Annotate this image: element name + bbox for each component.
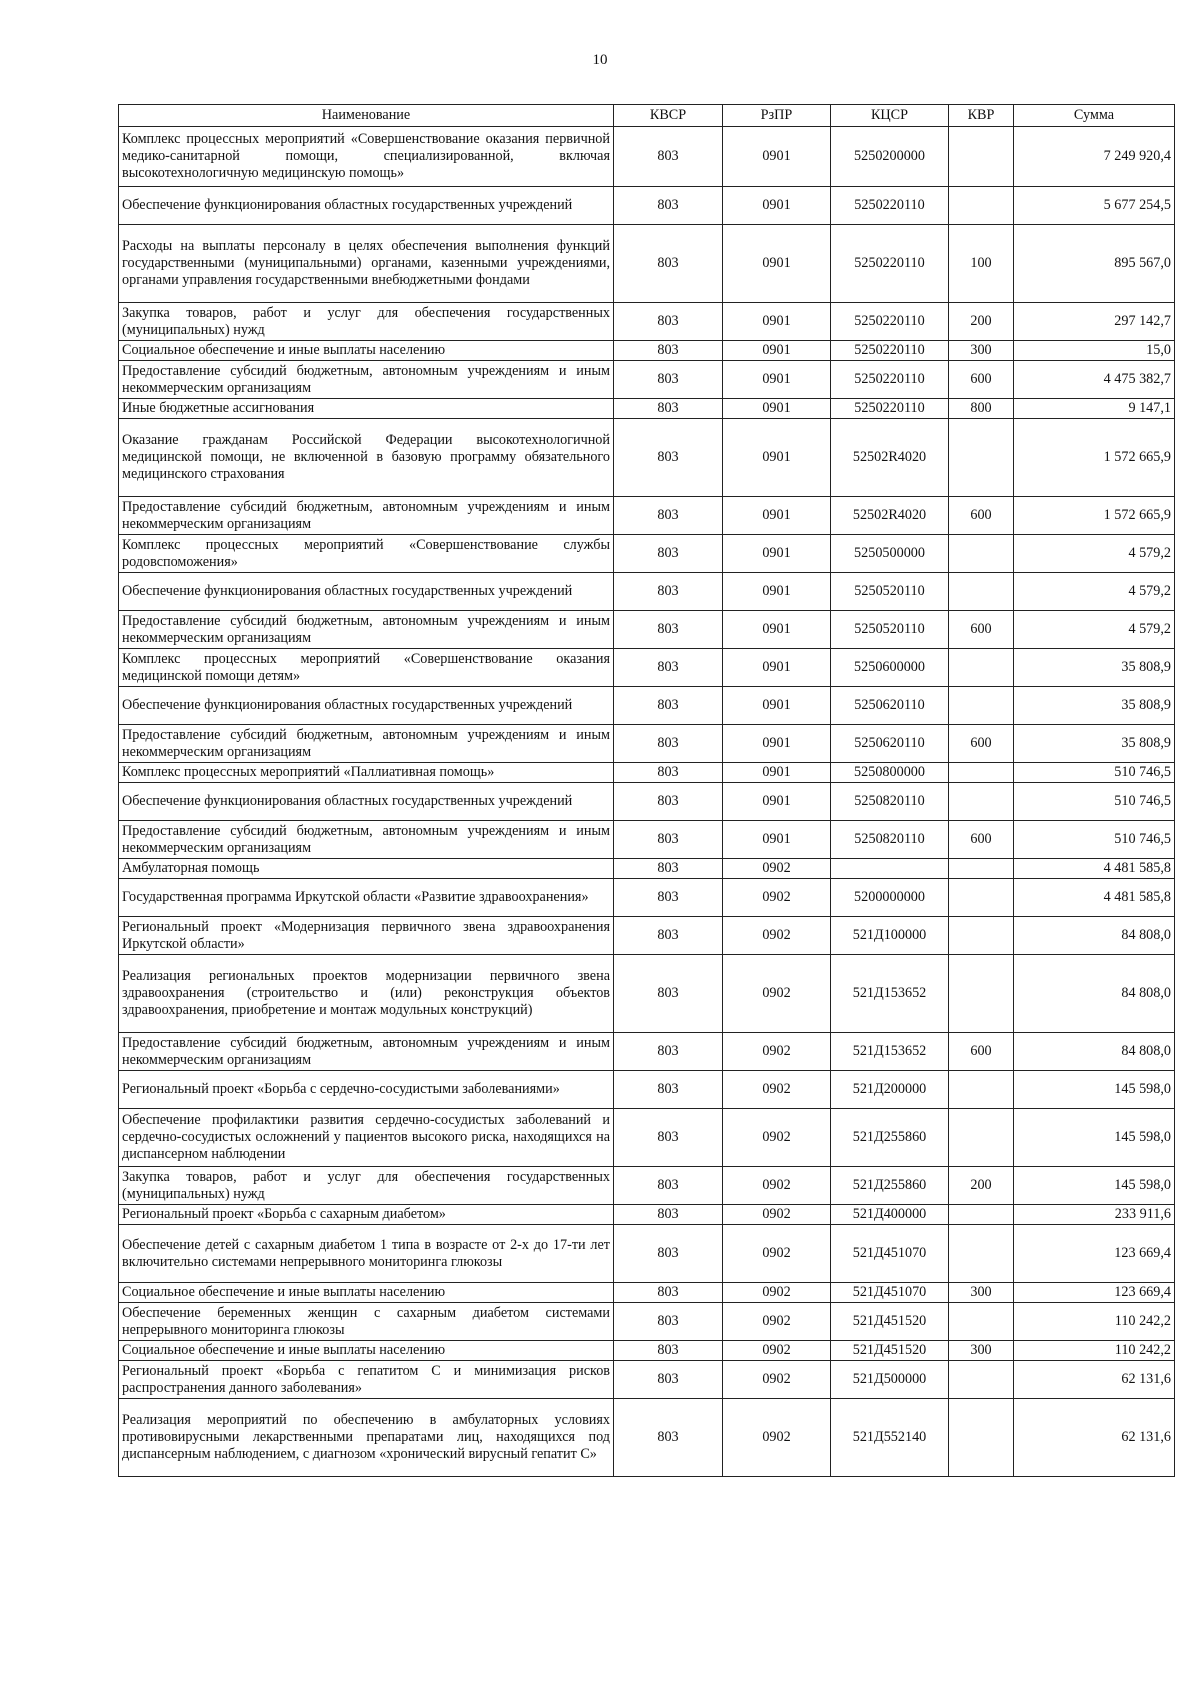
cell-rzpr: 0902 <box>723 1205 831 1225</box>
cell-rzpr: 0902 <box>723 917 831 955</box>
cell-sum: 145 598,0 <box>1014 1109 1175 1167</box>
cell-name: Государственная программа Иркутской области «Развитие здравоохранения» <box>119 879 614 917</box>
cell-kvr <box>949 1399 1014 1477</box>
cell-kcsr: 5200000000 <box>831 879 949 917</box>
cell-name: Предоставление субсидий бюджетным, автономным учреждениям и иным некоммерческим организациям <box>119 497 614 535</box>
cell-kcsr: 5250220110 <box>831 225 949 303</box>
cell-kvr: 600 <box>949 497 1014 535</box>
cell-kvr <box>949 955 1014 1033</box>
column-header-kvr: КВР <box>949 105 1014 127</box>
cell-kcsr <box>831 859 949 879</box>
cell-sum: 4 579,2 <box>1014 535 1175 573</box>
table-row <box>119 187 1175 225</box>
cell-kvsr: 803 <box>614 535 723 573</box>
cell-kcsr: 521Д200000 <box>831 1071 949 1109</box>
table-row <box>119 783 1175 821</box>
cell-name: Социальное обеспечение и иные выплаты населению <box>119 1341 614 1361</box>
cell-rzpr: 0902 <box>723 1361 831 1399</box>
cell-kvsr: 803 <box>614 225 723 303</box>
table-row <box>119 1303 1175 1341</box>
table-row <box>119 1341 1175 1361</box>
cell-kcsr: 521Д100000 <box>831 917 949 955</box>
cell-kcsr: 5250520110 <box>831 611 949 649</box>
cell-kcsr: 521Д552140 <box>831 1399 949 1477</box>
cell-sum: 84 808,0 <box>1014 917 1175 955</box>
cell-kvr: 300 <box>949 1341 1014 1361</box>
cell-kvsr: 803 <box>614 725 723 763</box>
cell-kvr <box>949 859 1014 879</box>
table-row <box>119 497 1175 535</box>
cell-kvr: 600 <box>949 725 1014 763</box>
table-row <box>119 1225 1175 1283</box>
table-row <box>119 303 1175 341</box>
cell-sum: 110 242,2 <box>1014 1303 1175 1341</box>
cell-sum: 895 567,0 <box>1014 225 1175 303</box>
cell-rzpr: 0901 <box>723 497 831 535</box>
cell-sum: 123 669,4 <box>1014 1225 1175 1283</box>
cell-sum: 9 147,1 <box>1014 399 1175 419</box>
table-row <box>119 361 1175 399</box>
cell-rzpr: 0902 <box>723 1399 831 1477</box>
cell-sum: 5 677 254,5 <box>1014 187 1175 225</box>
cell-kvsr: 803 <box>614 763 723 783</box>
cell-name: Закупка товаров, работ и услуг для обеспечения государственных (муниципальных) нужд <box>119 303 614 341</box>
cell-rzpr: 0901 <box>723 611 831 649</box>
cell-name: Предоставление субсидий бюджетным, автономным учреждениям и иным некоммерческим организациям <box>119 821 614 859</box>
table-row <box>119 127 1175 187</box>
cell-kvsr: 803 <box>614 127 723 187</box>
cell-sum: 35 808,9 <box>1014 725 1175 763</box>
cell-name: Региональный проект «Модернизация первичного звена здравоохранения Иркутской области» <box>119 917 614 955</box>
cell-kcsr: 521Д153652 <box>831 1033 949 1071</box>
cell-kvr <box>949 1225 1014 1283</box>
cell-kcsr: 521Д255860 <box>831 1167 949 1205</box>
cell-kvr <box>949 649 1014 687</box>
table-row <box>119 649 1175 687</box>
cell-kcsr: 5250200000 <box>831 127 949 187</box>
cell-name: Реализация мероприятий по обеспечению в амбулаторных условиях противовирусными лекарственными препаратами лиц, находящихся под диспансерным наблюдением, с диагнозом «хронический вирусный гепатит С» <box>119 1399 614 1477</box>
cell-kvsr: 803 <box>614 649 723 687</box>
cell-kvr: 600 <box>949 1033 1014 1071</box>
cell-name: Комплекс процессных мероприятий «Паллиативная помощь» <box>119 763 614 783</box>
cell-kcsr: 5250220110 <box>831 341 949 361</box>
cell-name: Комплекс процессных мероприятий «Совершенствование оказания первичной медико-санитарной помощи, специализированной, включая высокотехнологичную медицинскую помощь» <box>119 127 614 187</box>
table-row <box>119 763 1175 783</box>
table-row <box>119 573 1175 611</box>
cell-sum: 35 808,9 <box>1014 687 1175 725</box>
cell-kvsr: 803 <box>614 497 723 535</box>
page-number: 10 <box>592 52 608 68</box>
cell-kvsr: 803 <box>614 1205 723 1225</box>
cell-rzpr: 0902 <box>723 1033 831 1071</box>
column-header-name: Наименование <box>119 105 614 127</box>
cell-kvsr: 803 <box>614 187 723 225</box>
cell-name: Обеспечение функционирования областных государственных учреждений <box>119 187 614 225</box>
cell-kvsr: 803 <box>614 341 723 361</box>
table-row <box>119 611 1175 649</box>
cell-name: Региональный проект «Борьба с сердечно-сосудистыми заболеваниями» <box>119 1071 614 1109</box>
cell-kvr <box>949 187 1014 225</box>
cell-rzpr: 0902 <box>723 955 831 1033</box>
cell-kvr <box>949 535 1014 573</box>
cell-kvr <box>949 763 1014 783</box>
cell-kvsr: 803 <box>614 955 723 1033</box>
cell-kvr: 300 <box>949 1283 1014 1303</box>
cell-name: Иные бюджетные ассигнования <box>119 399 614 419</box>
cell-kcsr: 52502R4020 <box>831 497 949 535</box>
table-body <box>119 127 1175 1477</box>
cell-kcsr: 521Д451520 <box>831 1341 949 1361</box>
cell-rzpr: 0901 <box>723 783 831 821</box>
cell-kcsr: 521Д451520 <box>831 1303 949 1341</box>
cell-kvsr: 803 <box>614 1361 723 1399</box>
cell-name: Предоставление субсидий бюджетным, автономным учреждениям и иным некоммерческим организациям <box>119 361 614 399</box>
cell-kvr <box>949 1303 1014 1341</box>
cell-sum: 510 746,5 <box>1014 821 1175 859</box>
cell-kvr <box>949 1071 1014 1109</box>
cell-name: Реализация региональных проектов модернизации первичного звена здравоохранения (строительство и (или) реконструкция объектов здравоохранения, приобретение и монтаж модульных конструкций) <box>119 955 614 1033</box>
cell-rzpr: 0901 <box>723 535 831 573</box>
cell-kvsr: 803 <box>614 687 723 725</box>
cell-sum: 35 808,9 <box>1014 649 1175 687</box>
cell-kvsr: 803 <box>614 1303 723 1341</box>
cell-kvr <box>949 419 1014 497</box>
cell-name: Обеспечение беременных женщин с сахарным диабетом системами непрерывного мониторинга глюкозы <box>119 1303 614 1341</box>
cell-kvsr: 803 <box>614 783 723 821</box>
table-row <box>119 1361 1175 1399</box>
column-header-kvsr: КВСР <box>614 105 723 127</box>
cell-rzpr: 0901 <box>723 303 831 341</box>
cell-name: Обеспечение функционирования областных государственных учреждений <box>119 687 614 725</box>
cell-rzpr: 0901 <box>723 399 831 419</box>
cell-rzpr: 0902 <box>723 1071 831 1109</box>
cell-kvr <box>949 573 1014 611</box>
cell-kvr <box>949 1109 1014 1167</box>
table-row <box>119 687 1175 725</box>
table-row <box>119 535 1175 573</box>
table-header-row <box>119 105 1175 127</box>
cell-kvsr: 803 <box>614 879 723 917</box>
cell-rzpr: 0901 <box>723 341 831 361</box>
cell-sum: 110 242,2 <box>1014 1341 1175 1361</box>
table-row <box>119 955 1175 1033</box>
cell-kvr: 100 <box>949 225 1014 303</box>
cell-rzpr: 0901 <box>723 649 831 687</box>
cell-name: Обеспечение функционирования областных государственных учреждений <box>119 783 614 821</box>
cell-kvsr: 803 <box>614 611 723 649</box>
cell-kvsr: 803 <box>614 1109 723 1167</box>
table-row <box>119 725 1175 763</box>
cell-kcsr: 5250220110 <box>831 399 949 419</box>
cell-rzpr: 0902 <box>723 1283 831 1303</box>
cell-kvsr: 803 <box>614 419 723 497</box>
cell-rzpr: 0901 <box>723 419 831 497</box>
cell-kvr: 600 <box>949 611 1014 649</box>
cell-kcsr: 5250220110 <box>831 361 949 399</box>
cell-kcsr: 5250800000 <box>831 763 949 783</box>
table-row <box>119 1399 1175 1477</box>
table-row <box>119 821 1175 859</box>
table-row <box>119 1283 1175 1303</box>
budget-table <box>118 104 1175 1477</box>
cell-kvsr: 803 <box>614 1399 723 1477</box>
cell-kvsr: 803 <box>614 1167 723 1205</box>
cell-kvsr: 803 <box>614 1283 723 1303</box>
table-row <box>119 917 1175 955</box>
cell-sum: 4 475 382,7 <box>1014 361 1175 399</box>
cell-kcsr: 52502R4020 <box>831 419 949 497</box>
table-row <box>119 859 1175 879</box>
cell-rzpr: 0901 <box>723 725 831 763</box>
cell-name: Обеспечение профилактики развития сердечно-сосудистых заболеваний и сердечно-сосудистых осложнений у пациентов высокого риска, находящихся на диспансерном наблюдении <box>119 1109 614 1167</box>
cell-name: Предоставление субсидий бюджетным, автономным учреждениям и иным некоммерческим организациям <box>119 611 614 649</box>
cell-kcsr: 5250600000 <box>831 649 949 687</box>
cell-sum: 4 481 585,8 <box>1014 859 1175 879</box>
cell-name: Социальное обеспечение и иные выплаты населению <box>119 1283 614 1303</box>
cell-kvsr: 803 <box>614 361 723 399</box>
cell-rzpr: 0901 <box>723 821 831 859</box>
cell-kvr: 200 <box>949 1167 1014 1205</box>
column-header-rzpr: РзПР <box>723 105 831 127</box>
cell-kvsr: 803 <box>614 917 723 955</box>
cell-kvr <box>949 1361 1014 1399</box>
cell-sum: 15,0 <box>1014 341 1175 361</box>
cell-name: Комплекс процессных мероприятий «Совершенствование оказания медицинской помощи детям» <box>119 649 614 687</box>
cell-sum: 4 579,2 <box>1014 573 1175 611</box>
cell-name: Предоставление субсидий бюджетным, автономным учреждениям и иным некоммерческим организациям <box>119 1033 614 1071</box>
cell-sum: 510 746,5 <box>1014 763 1175 783</box>
cell-rzpr: 0902 <box>723 859 831 879</box>
cell-rzpr: 0902 <box>723 1341 831 1361</box>
cell-name: Комплекс процессных мероприятий «Совершенствование службы родовспоможения» <box>119 535 614 573</box>
cell-kvsr: 803 <box>614 821 723 859</box>
cell-rzpr: 0902 <box>723 1109 831 1167</box>
cell-sum: 84 808,0 <box>1014 1033 1175 1071</box>
cell-kcsr: 5250500000 <box>831 535 949 573</box>
cell-kvr: 600 <box>949 821 1014 859</box>
column-header-kcsr: КЦСР <box>831 105 949 127</box>
cell-kvr <box>949 917 1014 955</box>
cell-rzpr: 0901 <box>723 187 831 225</box>
table-row <box>119 1167 1175 1205</box>
cell-rzpr: 0901 <box>723 127 831 187</box>
cell-name: Обеспечение функционирования областных государственных учреждений <box>119 573 614 611</box>
table-row <box>119 399 1175 419</box>
cell-name: Амбулаторная помощь <box>119 859 614 879</box>
cell-kcsr: 521Д153652 <box>831 955 949 1033</box>
cell-rzpr: 0901 <box>723 687 831 725</box>
cell-kcsr: 521Д400000 <box>831 1205 949 1225</box>
cell-sum: 4 481 585,8 <box>1014 879 1175 917</box>
cell-kvsr: 803 <box>614 1071 723 1109</box>
cell-name: Закупка товаров, работ и услуг для обеспечения государственных (муниципальных) нужд <box>119 1167 614 1205</box>
table-row <box>119 1109 1175 1167</box>
cell-sum: 1 572 665,9 <box>1014 419 1175 497</box>
cell-kvr <box>949 687 1014 725</box>
cell-kvr <box>949 879 1014 917</box>
cell-kvsr: 803 <box>614 1033 723 1071</box>
table-row <box>119 1071 1175 1109</box>
table-row <box>119 1033 1175 1071</box>
cell-kvr <box>949 1205 1014 1225</box>
cell-rzpr: 0902 <box>723 1303 831 1341</box>
cell-kvr: 200 <box>949 303 1014 341</box>
cell-kcsr: 5250220110 <box>831 303 949 341</box>
cell-sum: 4 579,2 <box>1014 611 1175 649</box>
cell-kvsr: 803 <box>614 573 723 611</box>
cell-kvr: 300 <box>949 341 1014 361</box>
cell-sum: 1 572 665,9 <box>1014 497 1175 535</box>
cell-sum: 145 598,0 <box>1014 1167 1175 1205</box>
cell-kvr <box>949 127 1014 187</box>
cell-kvr: 600 <box>949 361 1014 399</box>
cell-name: Предоставление субсидий бюджетным, автономным учреждениям и иным некоммерческим организациям <box>119 725 614 763</box>
cell-name: Оказание гражданам Российской Федерации высокотехнологичной медицинской помощи, не включенной в базовую программу обязательного медицинского страхования <box>119 419 614 497</box>
cell-kcsr: 521Д451070 <box>831 1225 949 1283</box>
cell-kvr <box>949 783 1014 821</box>
cell-kcsr: 5250820110 <box>831 821 949 859</box>
cell-sum: 297 142,7 <box>1014 303 1175 341</box>
cell-rzpr: 0901 <box>723 361 831 399</box>
cell-name: Расходы на выплаты персоналу в целях обеспечения выполнения функций государственными (муниципальными) органами, казенными учреждениями, органами управления государственными внебюджетными фондами <box>119 225 614 303</box>
cell-sum: 84 808,0 <box>1014 955 1175 1033</box>
cell-name: Обеспечение детей с сахарным диабетом 1 типа в возрасте от 2-х до 17-ти лет включительно системами непрерывного мониторинга глюкозы <box>119 1225 614 1283</box>
cell-rzpr: 0901 <box>723 573 831 611</box>
table-row <box>119 225 1175 303</box>
cell-kvsr: 803 <box>614 1341 723 1361</box>
table-row <box>119 419 1175 497</box>
cell-kvsr: 803 <box>614 303 723 341</box>
cell-rzpr: 0901 <box>723 763 831 783</box>
cell-name: Региональный проект «Борьба с сахарным диабетом» <box>119 1205 614 1225</box>
cell-sum: 233 911,6 <box>1014 1205 1175 1225</box>
cell-rzpr: 0902 <box>723 879 831 917</box>
cell-kcsr: 521Д451070 <box>831 1283 949 1303</box>
cell-rzpr: 0901 <box>723 225 831 303</box>
cell-kvsr: 803 <box>614 399 723 419</box>
cell-sum: 123 669,4 <box>1014 1283 1175 1303</box>
cell-kvr: 800 <box>949 399 1014 419</box>
cell-kvsr: 803 <box>614 1225 723 1283</box>
cell-kcsr: 5250220110 <box>831 187 949 225</box>
cell-rzpr: 0902 <box>723 1225 831 1283</box>
table-row <box>119 341 1175 361</box>
cell-name: Региональный проект «Борьба с гепатитом С и минимизация рисков распространения данного заболевания» <box>119 1361 614 1399</box>
cell-sum: 510 746,5 <box>1014 783 1175 821</box>
cell-kcsr: 5250820110 <box>831 783 949 821</box>
cell-kcsr: 521Д255860 <box>831 1109 949 1167</box>
cell-name: Социальное обеспечение и иные выплаты населению <box>119 341 614 361</box>
cell-kcsr: 5250520110 <box>831 573 949 611</box>
cell-kcsr: 5250620110 <box>831 725 949 763</box>
cell-sum: 7 249 920,4 <box>1014 127 1175 187</box>
cell-kcsr: 5250620110 <box>831 687 949 725</box>
cell-kvsr: 803 <box>614 859 723 879</box>
cell-sum: 62 131,6 <box>1014 1361 1175 1399</box>
table-row <box>119 1205 1175 1225</box>
cell-kcsr: 521Д500000 <box>831 1361 949 1399</box>
cell-rzpr: 0902 <box>723 1167 831 1205</box>
cell-sum: 145 598,0 <box>1014 1071 1175 1109</box>
cell-sum: 62 131,6 <box>1014 1399 1175 1477</box>
column-header-sum: Сумма <box>1014 105 1175 127</box>
table-row <box>119 879 1175 917</box>
